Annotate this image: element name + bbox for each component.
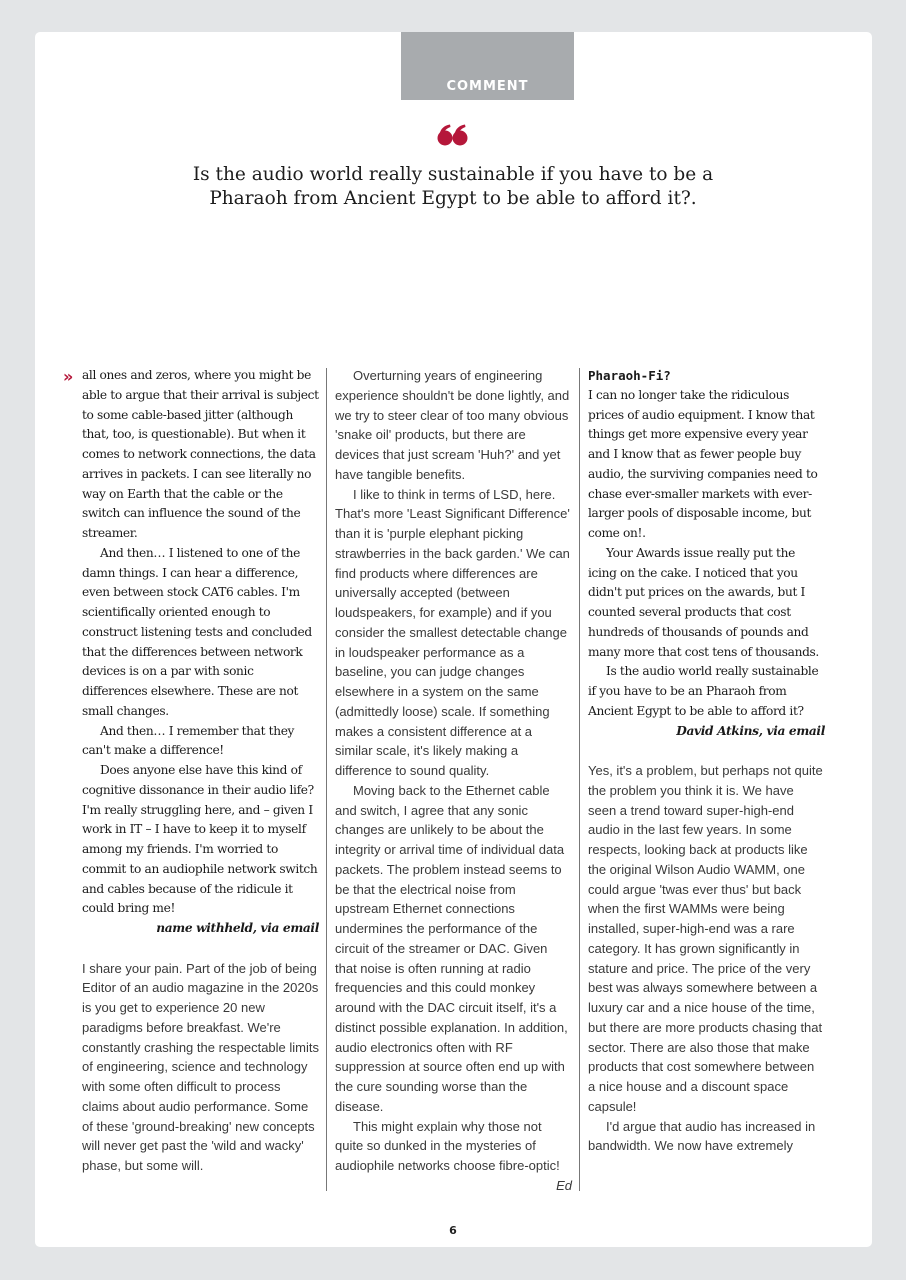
reply-paragraph: This might explain why those not quite so dunked in the mysteries of audiophile networks choose fibre-optic! [335, 1118, 560, 1173]
editor-signature: Ed [556, 1177, 572, 1193]
reply-1 [82, 959, 319, 1176]
letter-1-paragraph: Does anyone else have this kind of cognitive dissonance in their audio life? I'm really struggling here, and – given I work in IT – I have to keep it to myself among my friends. I'm worried to commit to an audiophile network switch and cables because of the ridicule it could bring me! [82, 763, 318, 916]
column-divider [326, 368, 327, 1191]
pull-quote [153, 163, 753, 211]
letter-1-paragraph: And then… I remember that they can't make a difference! [82, 723, 295, 758]
letter-1 [82, 366, 319, 939]
letter-2-paragraph: Your Awards issue really put the icing on the cake. I noticed that you didn't put prices on the awards, but I counted several products that cost hundreds of thousands of pounds and many more that cost tens of thousands. [588, 545, 819, 659]
column-divider [579, 368, 580, 1191]
quote-mark-icon [437, 124, 469, 146]
reply-paragraph: Moving back to the Ethernet cable and switch, I agree that any sonic changes are unlikely to be about the integrity or arrival time of individual data packets. The problem instead seems to be that the electrical noise from upstream Ethernet connections undermines the performance of the circuit of the streamer or DAC. Given that noise is often running at radio frequencies and this could monkey around with the DAC circuit itself, it's a distinct possible explanation. In addition, audio electronics often with RF suppression at source often end up with the cure sounding worse than the disease. [335, 782, 568, 1114]
reply-2-paragraph: I'd argue that audio has increased in bandwidth. We now have extremely [588, 1118, 816, 1154]
letter-1-paragraph: And then… I listened to one of the damn things. I can hear a difference, even between stock CAT6 cables. I'm scientifically oriented enough to construct listening tests and concluded that the differences between network devices is on a par with sonic differences elsewhere. These are not small changes. [82, 545, 312, 718]
letter-1-signature: name withheld, via email [156, 921, 319, 935]
reply-2-paragraph: Yes, it's a problem, but perhaps not quite the problem you think it is. We have seen a trend toward super-high-end audio in the last few years. In some respects, looking back at products like the original Wilson Audio WAMM, one could argue 'twas ever thus' but back when the first WAMMs were being installed, super-high-end was a rare category. It has grown significantly in stature and price. The price of the very best was always somewhere between a luxury car and a nice house of the time, but there are more products chasing that sector. There are also those that make products that cost somewhere between a nice house and a discount space capsule! [588, 763, 823, 1114]
letter-2-signature: David Atkins, via email [676, 723, 825, 738]
pull-quote-line-2: Pharaoh from Ancient Egypt to be able to afford it?. [209, 188, 697, 209]
letter-1-paragraph: all ones and zeros, where you might be able to argue that their arrival is subject to some cable-based jitter (although that, too, is questionable). But when it comes to network connections, the data arrives in packets. I can see literally no way on Earth that the cable or the switch can influence the sound of the streamer. [82, 368, 319, 540]
section-tab: COMMENT [401, 32, 574, 100]
reply-paragraph: I like to think in terms of LSD, here. That's more 'Least Significant Difference' than it is 'purple elephant picking strawberries in the back garden.' We can find products where differences are universally accepted (between loudspeakers, for example) and if you consider the smallest detectable change in loudspeaker performance as a baseline, you can judge changes elsewhere in a system on the same (admittedly loose) scale. If something makes a consistent difference at a similar scale, it's likely making a difference to sound quality. [335, 486, 570, 778]
page-number: 6 [449, 1224, 457, 1237]
letter-2 [588, 386, 825, 742]
continuation-chevron-icon: » [63, 367, 74, 386]
column-3 [588, 366, 825, 1156]
reply-2 [588, 761, 825, 1156]
reply-1-paragraph: I share your pain. Part of the job of being Editor of an audio magazine in the 2020s is you get to experience 20 new paradigms before breakfast. We're constantly crashing the respectable limits of engineering, science and technology with some often difficult to process claims about audio performance. Some of these 'ground-breaking' new concepts will never get past the 'wild and wacky' phase, but some will. [82, 960, 320, 1173]
pull-quote-line-1: Is the audio world really sustainable if you have to be a [192, 164, 714, 185]
reply-paragraph: Overturning years of engineering experience shouldn't be done lightly, and we try to steer clear of too many obvious 'snake oil' products, but there are devices that just scream 'Huh?' and yet have tangible benefits. [335, 368, 570, 482]
column-1 [82, 366, 319, 1176]
letter-2-paragraph: I can no longer take the ridiculous prices of audio equipment. I know that things get more expensive every year and I know that as fewer people buy audio, the surviving companies need to chase ever-smaller markets with ever-larger pools of disposable income, but come on!. [588, 387, 818, 540]
letter-heading: Pharaoh-Fi? [588, 368, 671, 383]
letter-2-paragraph: Is the audio world really sustainable if you have to be an Pharaoh from Ancient Egypt to be able to afford it? [588, 664, 819, 718]
column-2 [335, 366, 572, 1196]
